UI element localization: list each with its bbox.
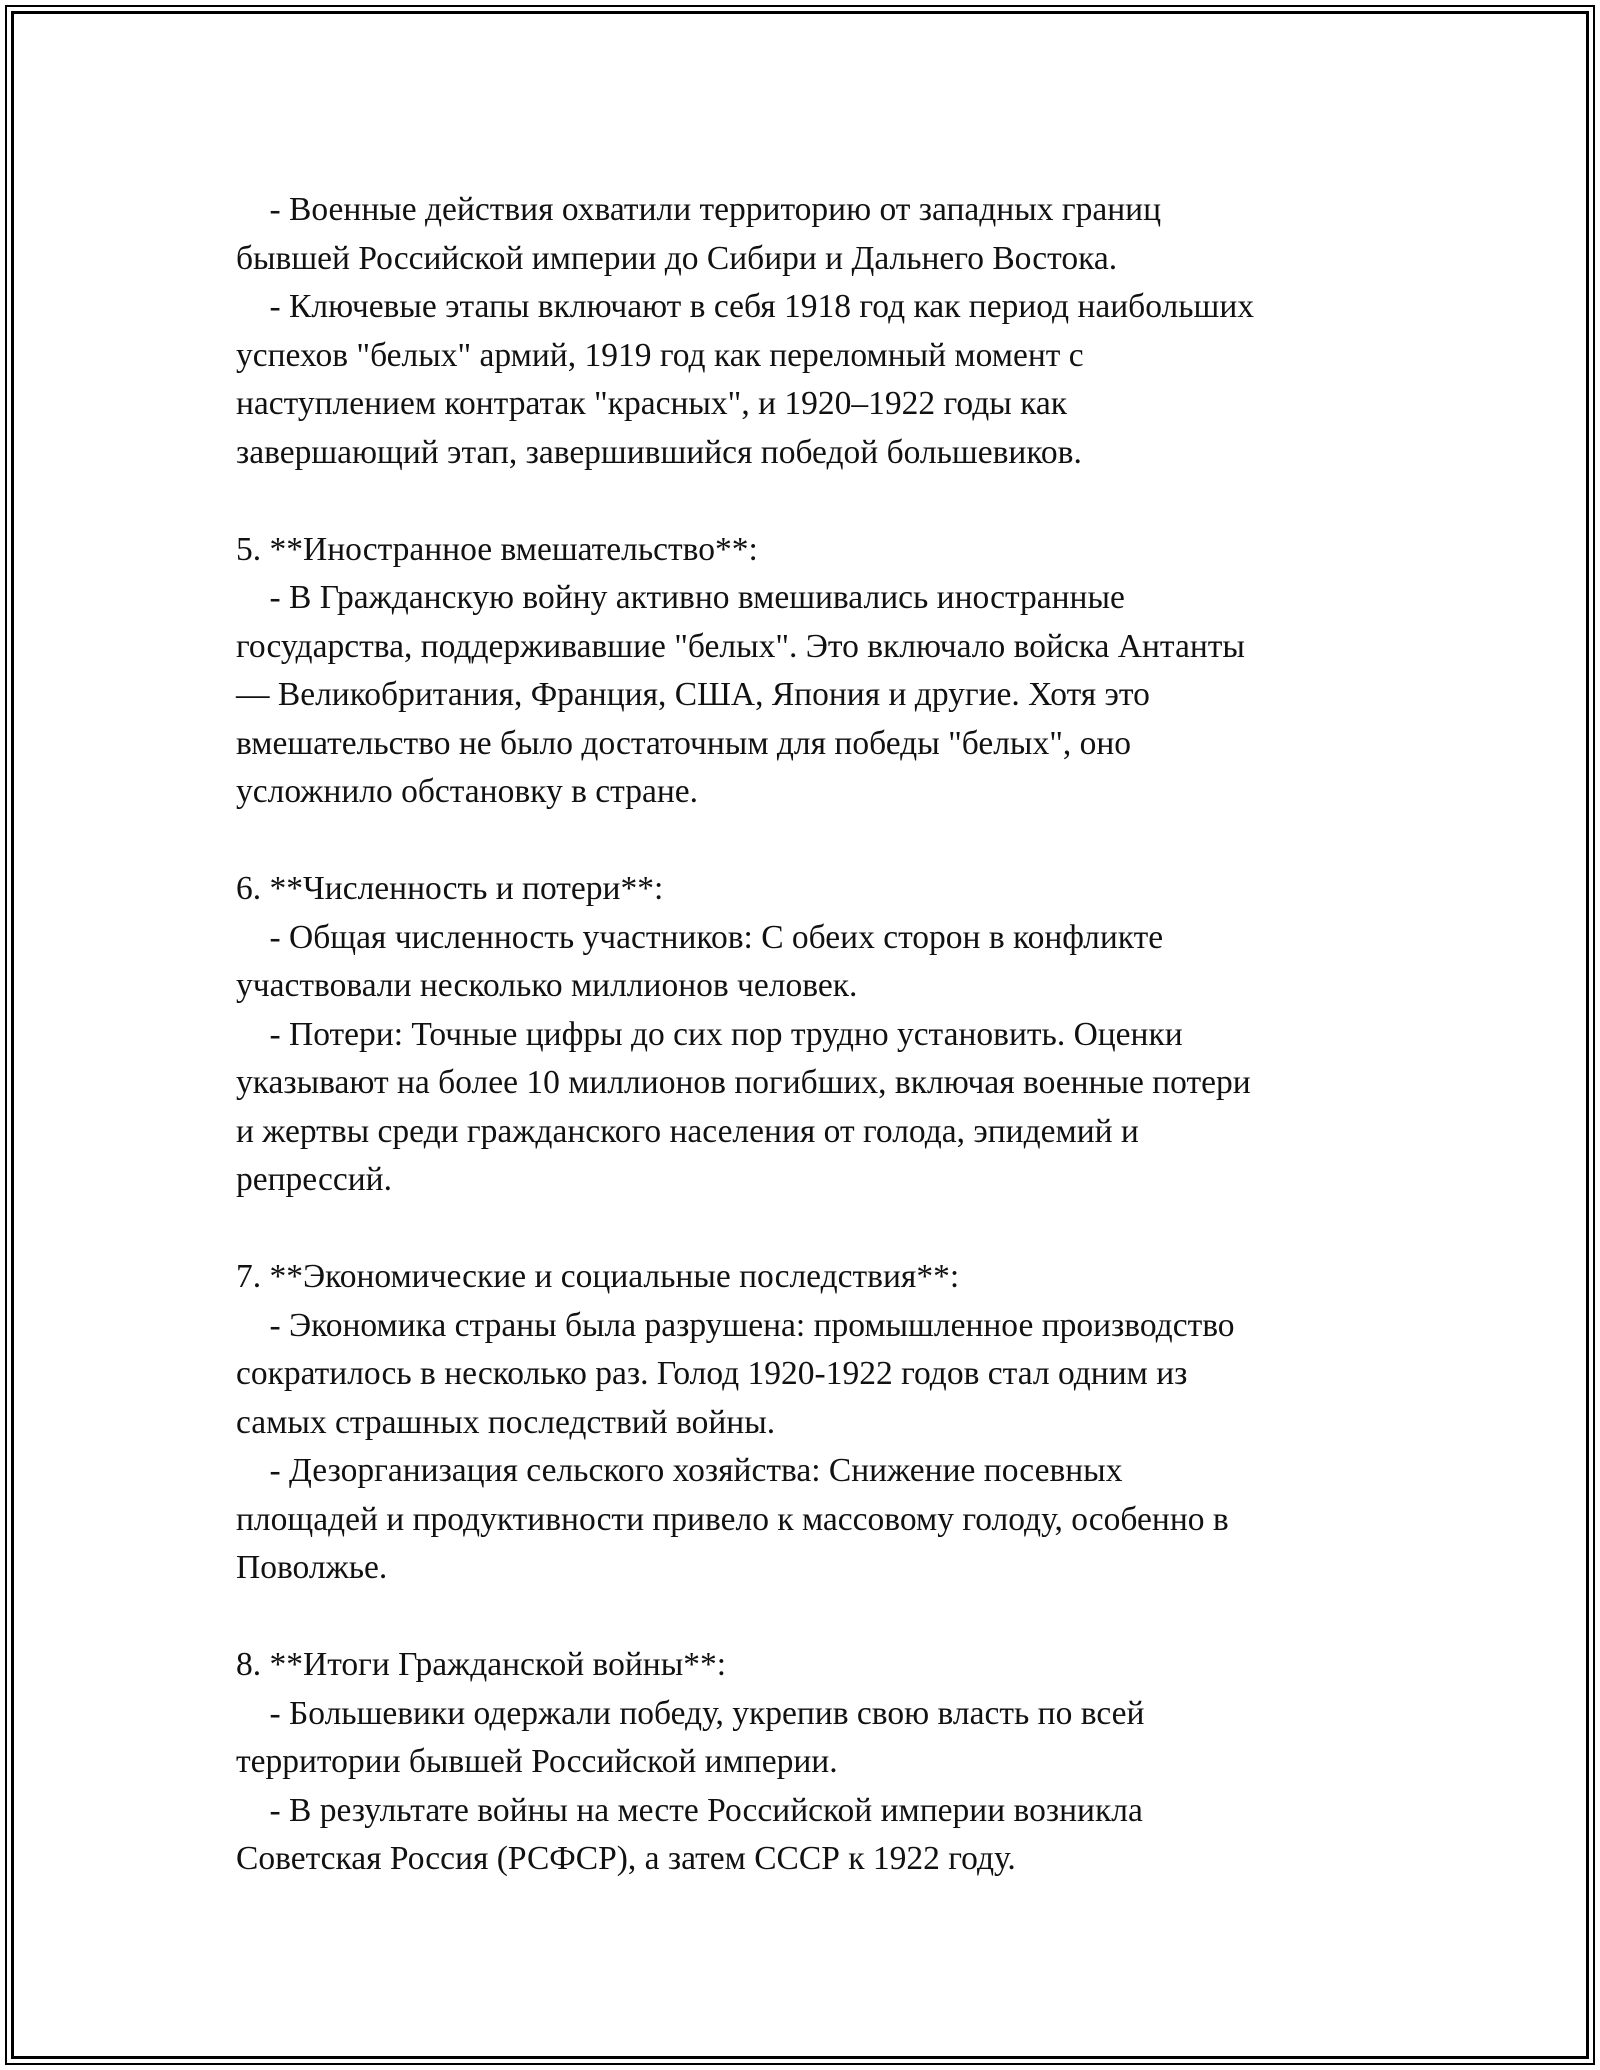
section-heading: 8. **Итоги Гражданской войны**: [236,1646,727,1683]
text-line: успехов "белых" армий, 1919 год как переломный момент с [236,336,1084,374]
blank-line [236,817,1416,866]
text-line: сократилось в несколько раз. Голод 1920-1922 годов стал одним из [236,1355,1188,1392]
blank-line [236,477,1416,526]
blank-line [236,1593,1416,1642]
text-line: - Ключевые этапы включают в себя 1918 год как период наибольших [236,288,1255,325]
text-line: - Военные действия охватили территорию от западных границ [236,191,1162,228]
text-line: - Общая численность участников: С обеих сторон в конфликте [236,918,1164,956]
text-line: - В результате войны на месте Российской империи возникла [236,1791,1143,1829]
section-heading: 6. **Численность и потери**: [236,870,664,907]
text-line: завершающий этап, завершившийся победой большевиков. [236,433,1082,471]
text-line: - Потери: Точные цифры до сих пор трудно установить. Оценки [236,1015,1183,1053]
section-heading: 5. **Иностранное вмешательство**: [236,530,758,568]
text-line: Советская Россия (РСФСР), а затем СССР к 1922 году. [236,1840,1016,1877]
text-line: Поволжье. [236,1549,388,1586]
text-line: наступлением контратак "красных", и 1920–1922 годы как [236,385,1068,422]
text-line: вмешательство не было достаточным для победы "белых", оно [236,724,1132,762]
blank-line [236,1205,1416,1254]
text-line: - Дезорганизация сельского хозяйства: Снижение посевных [236,1452,1123,1489]
section-heading: 7. **Экономические и социальные последствия**: [236,1258,960,1295]
document-body [236,186,1416,1884]
text-line: - В Гражданскую войну активно вмешивались иностранные [236,579,1125,616]
text-line: участвовали несколько миллионов человек. [236,967,858,1004]
text-line: репрессий. [236,1161,392,1198]
text-line: и жертвы среди гражданского населения от голода, эпидемий и [236,1112,1139,1150]
text-line: указывают на более 10 миллионов погибших, включая военные потери [236,1064,1251,1101]
text-line: территории бывшей Российской империи. [236,1743,838,1780]
text-line: усложнило обстановку в стране. [236,773,698,810]
text-line: - Большевики одержали победу, укрепив свою власть по всей [236,1694,1145,1732]
text-line: — Великобритания, Франция, США, Япония и другие. Хотя это [236,676,1150,713]
text-line: бывшей Российской империи до Сибири и Дальнего Востока. [236,239,1118,277]
text-line: государства, поддерживавшие "белых". Это включало войска Антанты [236,627,1245,665]
text-line: площадей и продуктивности привело к массовому голоду, особенно в [236,1500,1229,1538]
text-line: самых страшных последствий войны. [236,1403,776,1441]
text-line: - Экономика страны была разрушена: промышленное производство [236,1306,1235,1344]
